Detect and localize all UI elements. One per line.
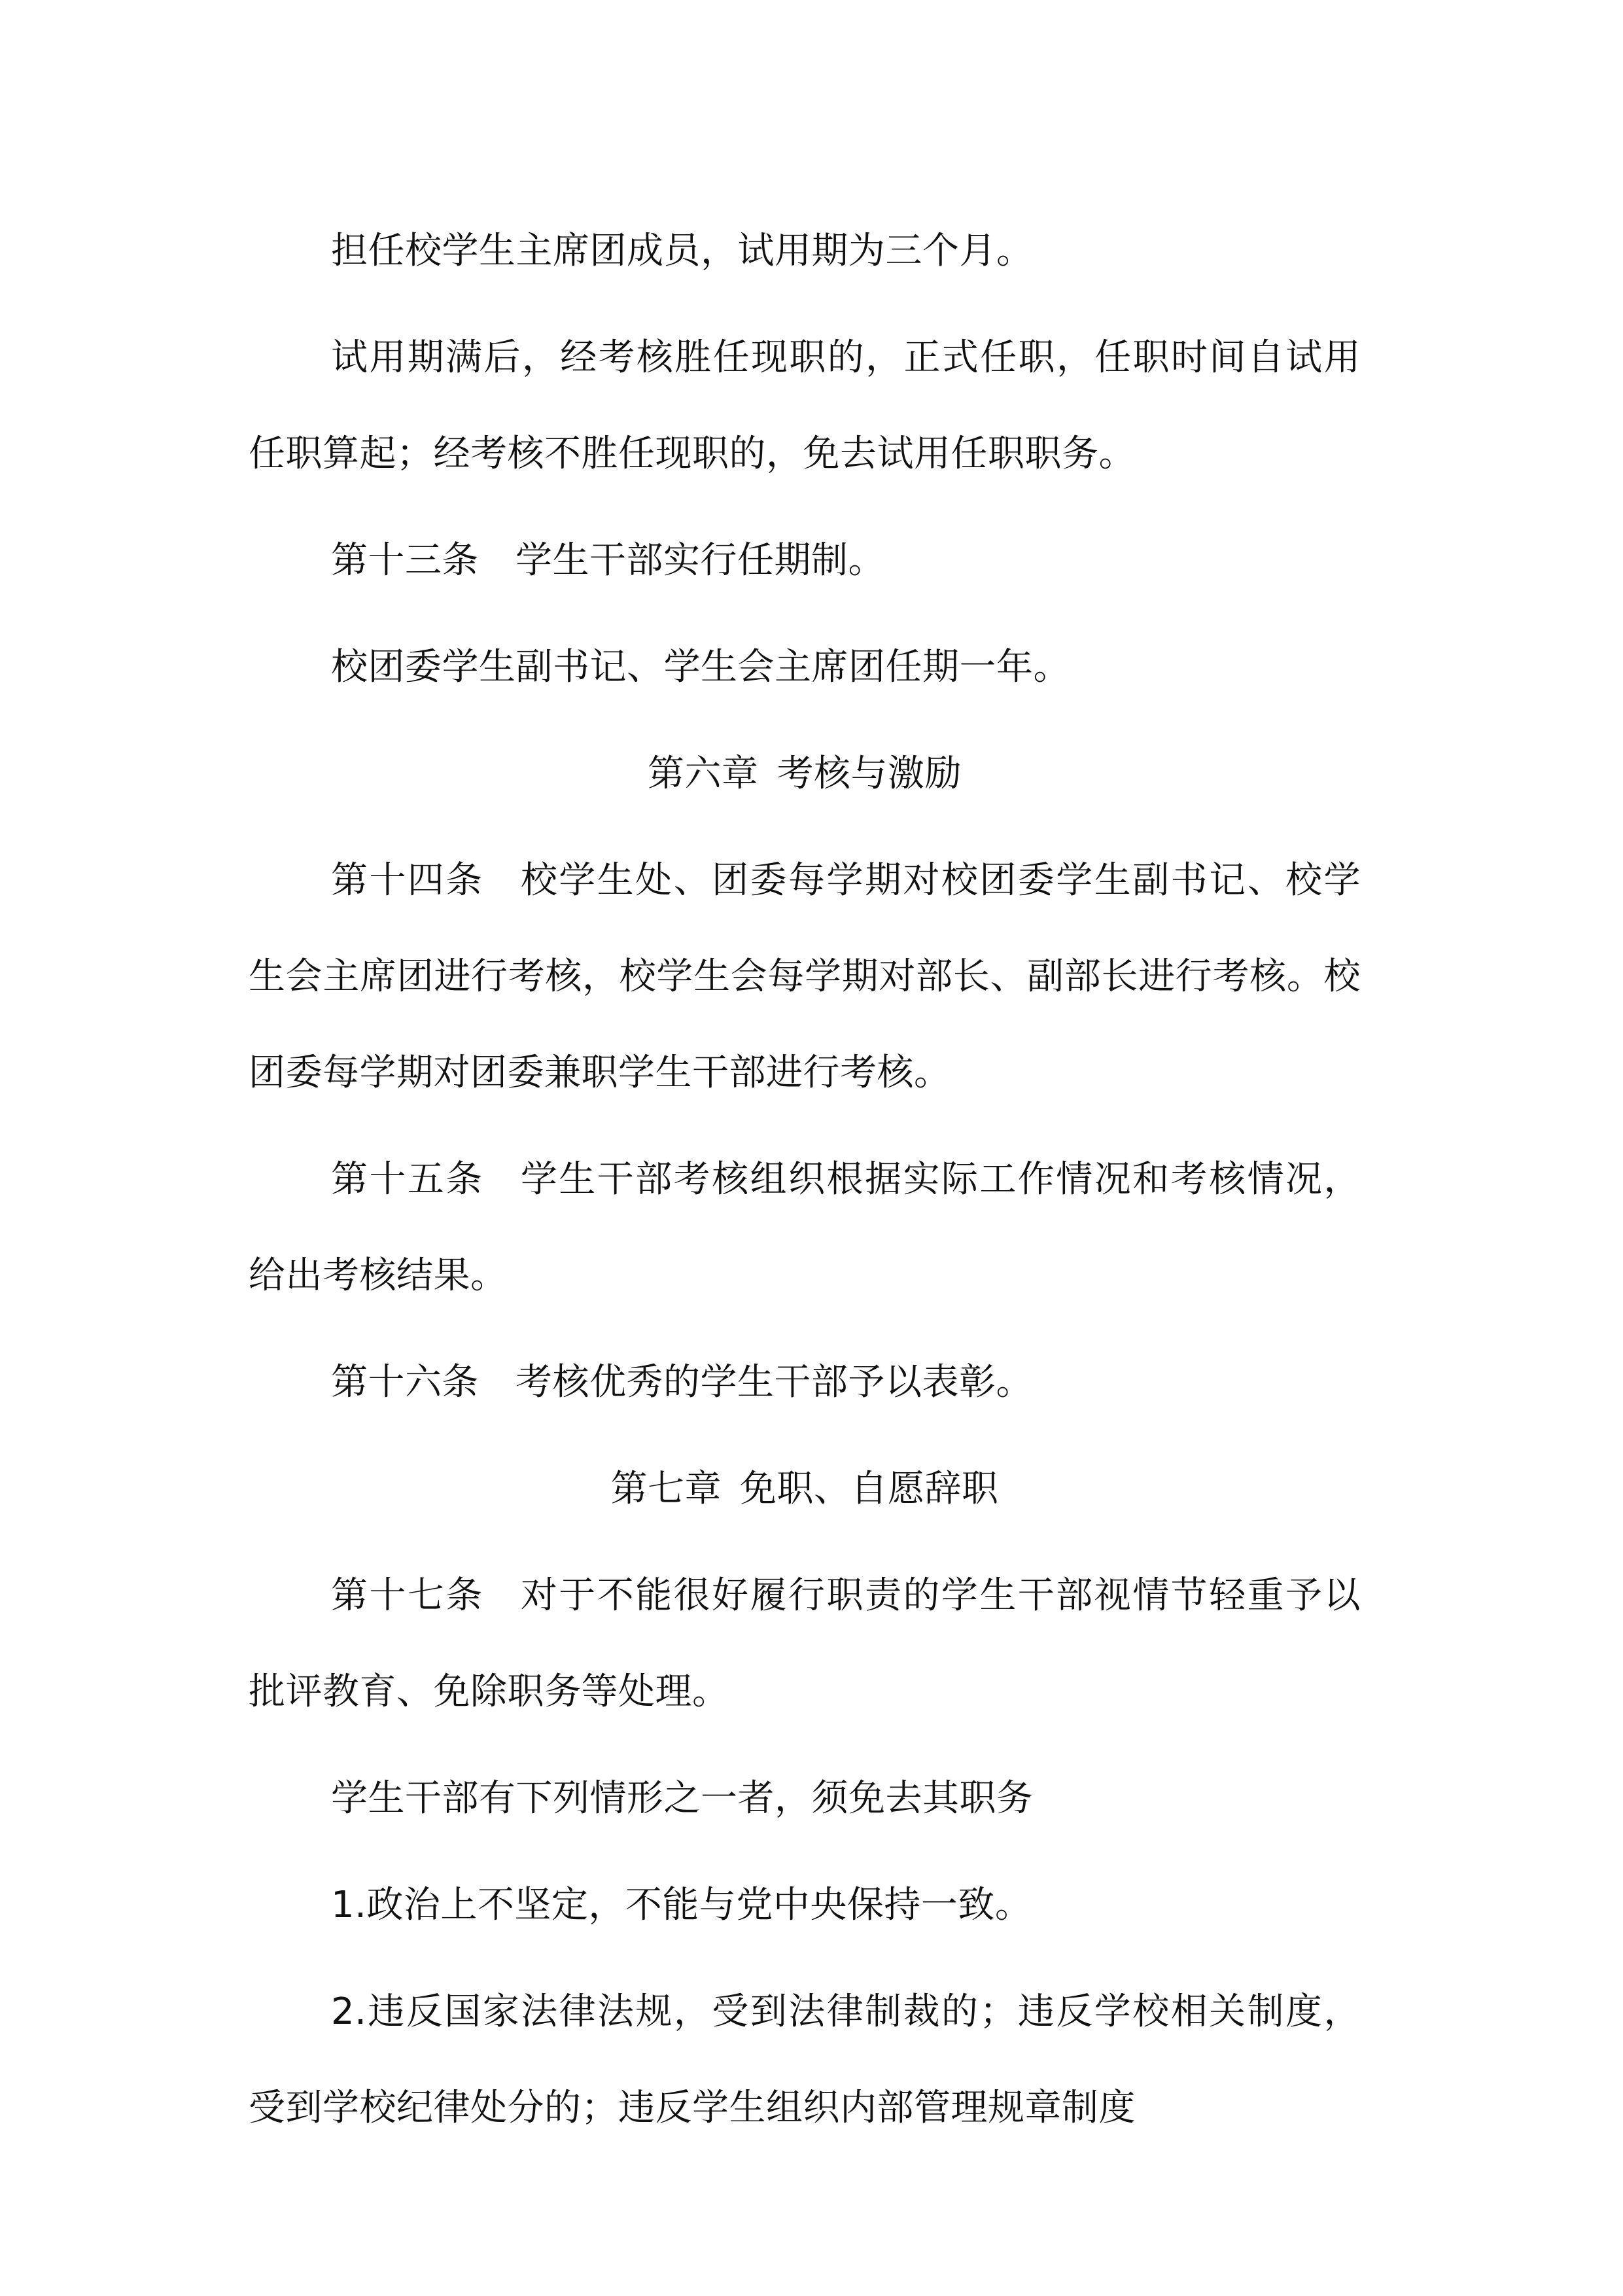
chapter-title: 免职、自愿辞职 xyxy=(740,1468,999,1510)
chapter-number: 第七章 xyxy=(610,1468,722,1510)
chapter-7-heading xyxy=(249,1441,1361,1537)
paragraph-dismissal-conditions xyxy=(249,1750,1361,1846)
article-text: 对于不能很好履行职责的学生干部视情节轻重予以批评教育、免除职务等处理。 xyxy=(249,1574,1361,1713)
article-text: 学生干部考核组织根据实际工作情况和考核情况，给出考核结果。 xyxy=(249,1158,1361,1297)
chapter-6-heading xyxy=(249,726,1361,822)
document-body xyxy=(249,203,1361,2166)
paragraph-text: 校团委学生副书记、学生会主席团任期一年。 xyxy=(331,646,1070,688)
article-number: 第十五条 xyxy=(331,1158,484,1201)
list-item-1 xyxy=(249,1857,1361,1953)
list-item-text: 1.政治上不坚定，不能与党中央保持一致。 xyxy=(331,1884,1032,1926)
chapter-title: 考核与激励 xyxy=(777,752,962,795)
article-text: 学生干部实行任期制。 xyxy=(515,539,885,582)
list-item-2 xyxy=(249,1964,1361,2156)
list-item-text: 2.违反国家法律法规，受到法律制裁的；违反学校相关制度，受到学校纪律处分的；违反学生组织内部管理规章制度 xyxy=(249,1990,1361,2129)
paragraph-probation-term xyxy=(249,203,1361,299)
article-text: 考核优秀的学生干部予以表彰。 xyxy=(515,1361,1033,1404)
article-14 xyxy=(249,832,1361,1121)
article-13 xyxy=(249,512,1361,609)
paragraph-text: 试用期满后，经考核胜任现职的，正式任职，任职时间自试用任职算起；经考核不胜任现职的，免去试用任职职务。 xyxy=(249,336,1361,475)
article-17 xyxy=(249,1547,1361,1740)
article-15 xyxy=(249,1131,1361,1324)
article-number: 第十四条 xyxy=(331,859,484,902)
paragraph-probation-result xyxy=(249,309,1361,502)
article-text: 校学生处、团委每学期对校团委学生副书记、校学生会主席团进行考核，校学生会每学期对部长、副部长进行考核。校团委每学期对团委兼职学生干部进行考核。 xyxy=(249,859,1361,1094)
article-number: 第十三条 xyxy=(331,539,479,582)
paragraph-text: 担任校学生主席团成员，试用期为三个月。 xyxy=(331,230,1034,272)
paragraph-text: 学生干部有下列情形之一者，须免去其职务 xyxy=(331,1777,1034,1820)
article-16 xyxy=(249,1334,1361,1430)
chapter-number: 第六章 xyxy=(648,752,759,795)
paragraph-term-length xyxy=(249,619,1361,715)
article-number: 第十七条 xyxy=(331,1574,484,1617)
article-number: 第十六条 xyxy=(331,1361,479,1404)
